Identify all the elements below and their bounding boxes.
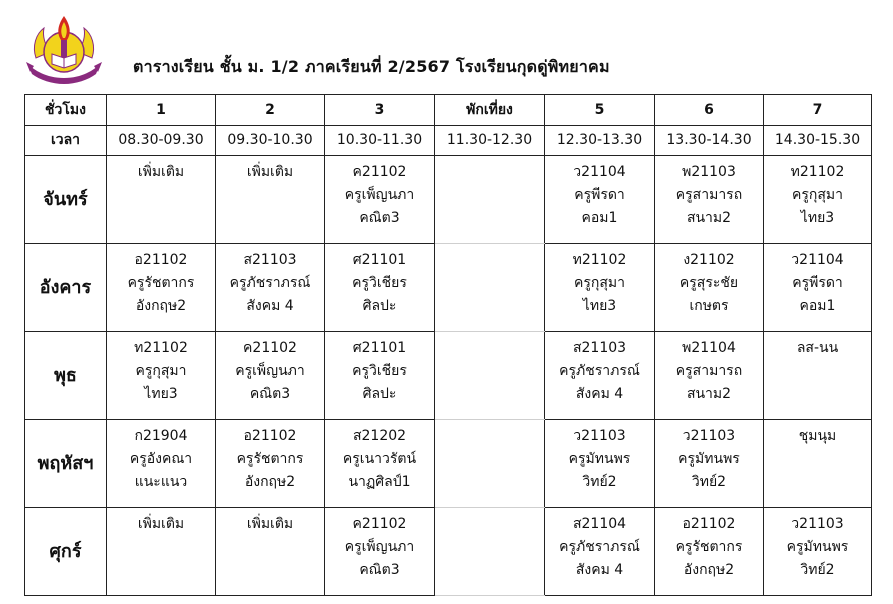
subject-code: เพิ่มเติม — [246, 164, 294, 180]
subject-code: ว21104 — [573, 164, 626, 180]
subject-code: พ21104 — [682, 340, 736, 356]
class-cell — [764, 332, 872, 420]
subject-code: ว21103 — [791, 516, 844, 532]
subject-code: ลส-นน — [796, 340, 839, 356]
header-row — [25, 95, 872, 126]
time-slot: 10.30-11.30 — [325, 126, 435, 156]
subject-code: ว21103 — [682, 428, 736, 444]
subject-code: เพิ่มเติม — [137, 164, 185, 180]
class-cell — [545, 156, 655, 244]
period-header: 5 — [545, 95, 655, 126]
teacher-name: ครูรัชตากร — [236, 451, 304, 467]
class-cell — [764, 244, 872, 332]
subject-name: นาฏศิลป์1 — [348, 474, 411, 490]
period-header: 7 — [764, 95, 872, 126]
class-cell — [325, 420, 435, 508]
teacher-name: ครูภัชราภรณ์ — [559, 363, 640, 379]
class-cell — [655, 244, 764, 332]
time-slot: 12.30-13.30 — [545, 126, 655, 156]
subject-name: อังกฤษ2 — [683, 562, 735, 578]
class-cell — [545, 244, 655, 332]
subject-name: อังกฤษ2 — [244, 474, 296, 490]
period-header: 6 — [655, 95, 764, 126]
lunch-cell — [435, 420, 545, 508]
time-slot: 11.30-12.30 — [435, 126, 545, 156]
teacher-name: ครูกุสุมา — [792, 187, 843, 203]
teacher-name: ครูกุสุมา — [574, 275, 625, 291]
subject-code: ค21102 — [352, 164, 407, 180]
subject-code: ศ21101 — [352, 340, 407, 356]
class-cell — [216, 332, 325, 420]
lunch-cell — [435, 332, 545, 420]
teacher-name: ครูรัชตากร — [675, 539, 743, 555]
class-cell — [325, 332, 435, 420]
subject-name: ไทย3 — [144, 386, 178, 402]
class-cell — [764, 508, 872, 596]
subject-name: สนาม2 — [686, 386, 732, 402]
period-label: ชั่วโมง — [25, 95, 107, 126]
subject-name: วิทย์2 — [582, 474, 617, 490]
lunch-cell — [435, 244, 545, 332]
subject-name: ไทย3 — [582, 298, 617, 314]
subject-code: ส21103 — [243, 252, 297, 268]
subject-name: วิทย์2 — [691, 474, 727, 490]
subject-name: อังกฤษ2 — [135, 298, 187, 314]
day-name: ศุกร์ — [25, 508, 107, 596]
subject-code: ส21103 — [572, 340, 627, 356]
subject-code: เพิ่มเติม — [246, 516, 294, 532]
subject-code: อ21102 — [243, 428, 297, 444]
subject-name: สนาม2 — [686, 210, 732, 226]
class-cell — [545, 420, 655, 508]
subject-code: ท21102 — [572, 252, 627, 268]
subject-name: ศิลปะ — [362, 386, 397, 402]
teacher-name: ครูรัชตากร — [127, 275, 195, 291]
subject-code: ง21102 — [683, 252, 735, 268]
subject-name: สังคม 4 — [575, 386, 624, 402]
class-cell — [655, 420, 764, 508]
subject-code: ค21102 — [352, 516, 407, 532]
day-row — [25, 508, 872, 596]
class-cell — [107, 244, 216, 332]
teacher-name: ครูเนาวรัตน์ — [342, 451, 417, 467]
class-cell — [325, 244, 435, 332]
subject-code: ว21103 — [573, 428, 626, 444]
subject-name: คณิต3 — [359, 562, 400, 578]
teacher-name: ครูวิเชียร — [352, 363, 407, 379]
subject-code: ท21102 — [790, 164, 845, 180]
subject-name: เกษตร — [689, 298, 729, 314]
school-logo — [24, 8, 104, 88]
subject-name: ศิลปะ — [362, 298, 397, 314]
teacher-name: ครูวิเชียร — [352, 275, 407, 291]
teacher-name: ครูอังคณา — [129, 451, 193, 467]
timetable — [24, 94, 872, 596]
subject-name: คณิต3 — [359, 210, 400, 226]
day-name: พฤหัสฯ — [25, 420, 107, 508]
class-cell — [655, 156, 764, 244]
subject-name: แนะแนว — [134, 474, 188, 490]
class-cell — [107, 156, 216, 244]
subject-code: ท21102 — [134, 340, 188, 356]
teacher-name: ครูเพ็ญนภา — [235, 363, 305, 379]
subject-code: ก21904 — [134, 428, 188, 444]
teacher-name: ครูมัทนพร — [786, 539, 849, 555]
subject-code: อ21102 — [682, 516, 736, 532]
teacher-name: ครูกุสุมา — [135, 363, 187, 379]
teacher-name: ครูสุระชัย — [679, 275, 739, 291]
day-name: อังคาร — [25, 244, 107, 332]
subject-name: สังคม 4 — [246, 298, 294, 314]
time-row — [25, 126, 872, 156]
subject-code: ส21202 — [352, 428, 407, 444]
subject-name: วิทย์2 — [800, 562, 835, 578]
page-title: ตารางเรียน ชั้น ม. 1/2 ภาคเรียนที่ 2/2567 โรงเรียนกุดดู่พิทยาคม — [133, 57, 610, 76]
lunch-header: พักเที่ยง — [435, 95, 545, 126]
day-row — [25, 420, 872, 508]
class-cell — [764, 156, 872, 244]
class-cell — [216, 508, 325, 596]
period-header: 2 — [216, 95, 325, 126]
teacher-name: ครูสามารถ — [675, 363, 743, 379]
subject-name: คณิต3 — [249, 386, 291, 402]
subject-name: คอม1 — [799, 298, 836, 314]
time-slot: 13.30-14.30 — [655, 126, 764, 156]
day-name: พุธ — [25, 332, 107, 420]
subject-code: ค21102 — [243, 340, 297, 356]
class-cell — [107, 508, 216, 596]
lunch-cell — [435, 156, 545, 244]
class-cell — [545, 508, 655, 596]
subject-name: คอม1 — [581, 210, 618, 226]
period-header: 1 — [107, 95, 216, 126]
teacher-name: ครูพีรดา — [792, 275, 843, 291]
day-row — [25, 244, 872, 332]
time-label: เวลา — [25, 126, 107, 156]
teacher-name: ครูสามารถ — [675, 187, 743, 203]
time-slot: 08.30-09.30 — [107, 126, 216, 156]
subject-code: พ21103 — [682, 164, 736, 180]
teacher-name: ครูพีรดา — [574, 187, 625, 203]
lunch-cell — [435, 508, 545, 596]
subject-code: ว21104 — [791, 252, 844, 268]
subject-code: ชุมนุม — [798, 428, 837, 444]
day-row — [25, 332, 872, 420]
class-cell — [655, 332, 764, 420]
class-cell — [107, 420, 216, 508]
period-header: 3 — [325, 95, 435, 126]
subject-code: ส21104 — [572, 516, 627, 532]
teacher-name: ครูภัชราภรณ์ — [559, 539, 640, 555]
class-cell — [107, 332, 216, 420]
class-cell — [216, 156, 325, 244]
teacher-name: ครูภัชราภรณ์ — [229, 275, 311, 291]
subject-code: เพิ่มเติม — [137, 516, 185, 532]
teacher-name: ครูมัทนพร — [678, 451, 740, 467]
subject-name: สังคม 4 — [575, 562, 624, 578]
class-cell — [325, 508, 435, 596]
teacher-name: ครูเพ็ญนภา — [344, 539, 415, 555]
day-name: จันทร์ — [25, 156, 107, 244]
class-cell — [764, 420, 872, 508]
class-cell — [216, 420, 325, 508]
time-slot: 09.30-10.30 — [216, 126, 325, 156]
class-cell — [325, 156, 435, 244]
class-cell — [545, 332, 655, 420]
subject-name: ไทย3 — [800, 210, 835, 226]
time-slot: 14.30-15.30 — [764, 126, 872, 156]
class-cell — [216, 244, 325, 332]
subject-code: อ21102 — [134, 252, 188, 268]
day-row — [25, 156, 872, 244]
subject-code: ศ21101 — [352, 252, 407, 268]
teacher-name: ครูเพ็ญนภา — [344, 187, 415, 203]
teacher-name: ครูมัทนพร — [568, 451, 631, 467]
class-cell — [655, 508, 764, 596]
